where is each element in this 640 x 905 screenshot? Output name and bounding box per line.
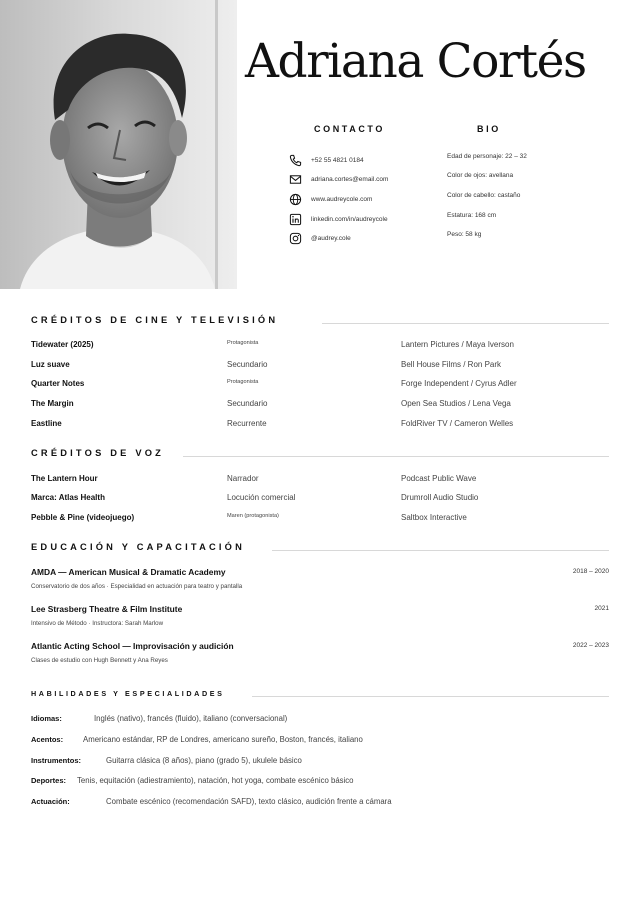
credit-company: Lantern Pictures / Maya Iverson [401,340,514,349]
skill-label: Deportes: [31,776,67,785]
skill-label: Acentos: [31,735,64,744]
skill-row [31,797,611,809]
education-detail: Conservatorio de dos años · Especialidad en actuación para teatro y pantalla [31,583,243,590]
credit-company: Open Sea Studios / Lena Vega [401,399,511,408]
skill-row [31,714,611,726]
contact-instagram-text: @audrey.cole [311,234,351,242]
education-heading: EDUCACIÓN Y CAPACITACIÓN [31,542,246,552]
linkedin-icon [289,213,302,226]
headshot-photo [0,0,237,289]
bio-age: Edad de personaje: 22 – 32 [447,153,527,160]
skill-value: Tenis, equitación (adiestramiento), natación, hot yoga, combate escénico básico [77,776,354,785]
bio-height: Estatura: 168 cm [447,212,497,219]
contact-linkedin[interactable] [289,212,388,226]
credit-role: Protagonista [227,379,259,385]
skill-value: Guitarra clásica (8 años), piano (grado 5), ukulele básico [106,756,302,765]
skills-divider [252,696,609,697]
credit-title: The Margin [31,399,74,408]
credit-company: Forge Independent / Cyrus Adler [401,379,517,388]
contact-phone-text: +52 55 4821 0184 [311,156,364,164]
voice-heading: CRÉDITOS DE VOZ [31,448,165,458]
credit-company: Saltbox Interactive [401,513,467,522]
bio-heading: BIO [477,124,501,134]
credit-role: Maren (protagonista) [227,513,279,519]
credit-role: Recurrente [227,419,267,428]
bio-hair: Color de cabello: castaño [447,192,521,199]
film-credit-row [31,340,611,354]
contact-email[interactable] [289,172,388,186]
voice-divider [183,456,609,457]
candidate-name: Adriana Cortés [245,34,586,89]
skill-value: Americano estándar, RP de Londres, americano sureño, Boston, francés, italiano [83,735,363,744]
film-credit-row [31,360,611,374]
credit-role: Locución comercial [227,493,296,502]
film-tv-heading: CRÉDITOS DE CINE Y TELEVISIÓN [31,315,279,325]
credit-company: Drumroll Audio Studio [401,493,479,502]
credit-company: FoldRiver TV / Cameron Welles [401,419,514,428]
education-years: 2018 – 2020 [572,568,609,575]
skill-label: Idiomas: [31,714,62,723]
contact-heading: CONTACTO [314,124,385,134]
bio-weight: Peso: 58 kg [447,231,482,238]
contact-instagram[interactable] [289,231,351,245]
credit-title: The Lantern Hour [31,474,98,483]
credit-company: Bell House Films / Ron Park [401,360,502,369]
contact-phone[interactable] [289,153,364,167]
skill-row [31,735,611,747]
voice-credit-row [31,493,611,507]
film-credit-row [31,399,611,413]
credit-title: Marca: Atlas Health [31,493,105,502]
film-tv-divider [322,323,609,324]
voice-credit-row [31,513,611,527]
bio-eyes: Color de ojos: avellana [447,172,514,179]
credit-company: Podcast Public Wave [401,474,477,483]
credit-role: Secundario [227,399,268,408]
contact-email-text: adriana.cortes@email.com [311,175,389,183]
education-detail: Clases de estudio con Hugh Bennett y Ana Reyes [31,657,168,664]
education-school: Lee Strasberg Theatre & Film Institute [31,604,183,614]
contact-website-text: www.audreycole.com [311,195,373,203]
credit-title: Quarter Notes [31,379,85,388]
skill-label: Instrumentos: [31,756,82,765]
globe-icon [289,193,302,206]
education-item [31,641,609,664]
education-school: Atlantic Acting School — Improvisación y audición [31,641,234,651]
credit-role: Secundario [227,360,268,369]
credit-role: Narrador [227,474,259,483]
contact-website[interactable] [289,192,372,206]
education-school: AMDA — American Musical & Dramatic Academy [31,567,226,577]
contact-linkedin-text: linkedin.com/in/audreycole [311,215,388,223]
skill-value: Combate escénico (recomendación SAFD), texto clásico, audición frente a cámara [106,797,392,806]
skill-label: Actuación: [31,797,70,806]
education-detail: Intensivo de Método · Instructora: Sarah Marlow [31,620,164,627]
skills-heading: HABILIDADES Y ESPECIALIDADES [31,689,225,698]
skill-row [31,756,611,768]
credit-title: Eastline [31,419,62,428]
education-item [31,567,609,590]
education-years: 2021 [594,605,609,612]
skill-row [31,776,611,788]
film-credit-row [31,379,611,393]
voice-credit-row [31,474,611,488]
credit-role: Protagonista [227,340,259,346]
skill-value: Inglés (nativo), francés (fluido), italiano (conversacional) [94,714,288,723]
instagram-icon [289,232,302,245]
film-credit-row [31,419,611,433]
education-item [31,604,609,627]
education-divider [272,550,609,551]
education-years: 2022 – 2023 [572,642,609,649]
phone-icon [289,154,302,167]
credit-title: Pebble & Pine (videojuego) [31,513,135,522]
credit-title: Luz suave [31,360,70,369]
mail-icon [289,173,302,186]
credit-title: Tidewater (2025) [31,340,94,349]
